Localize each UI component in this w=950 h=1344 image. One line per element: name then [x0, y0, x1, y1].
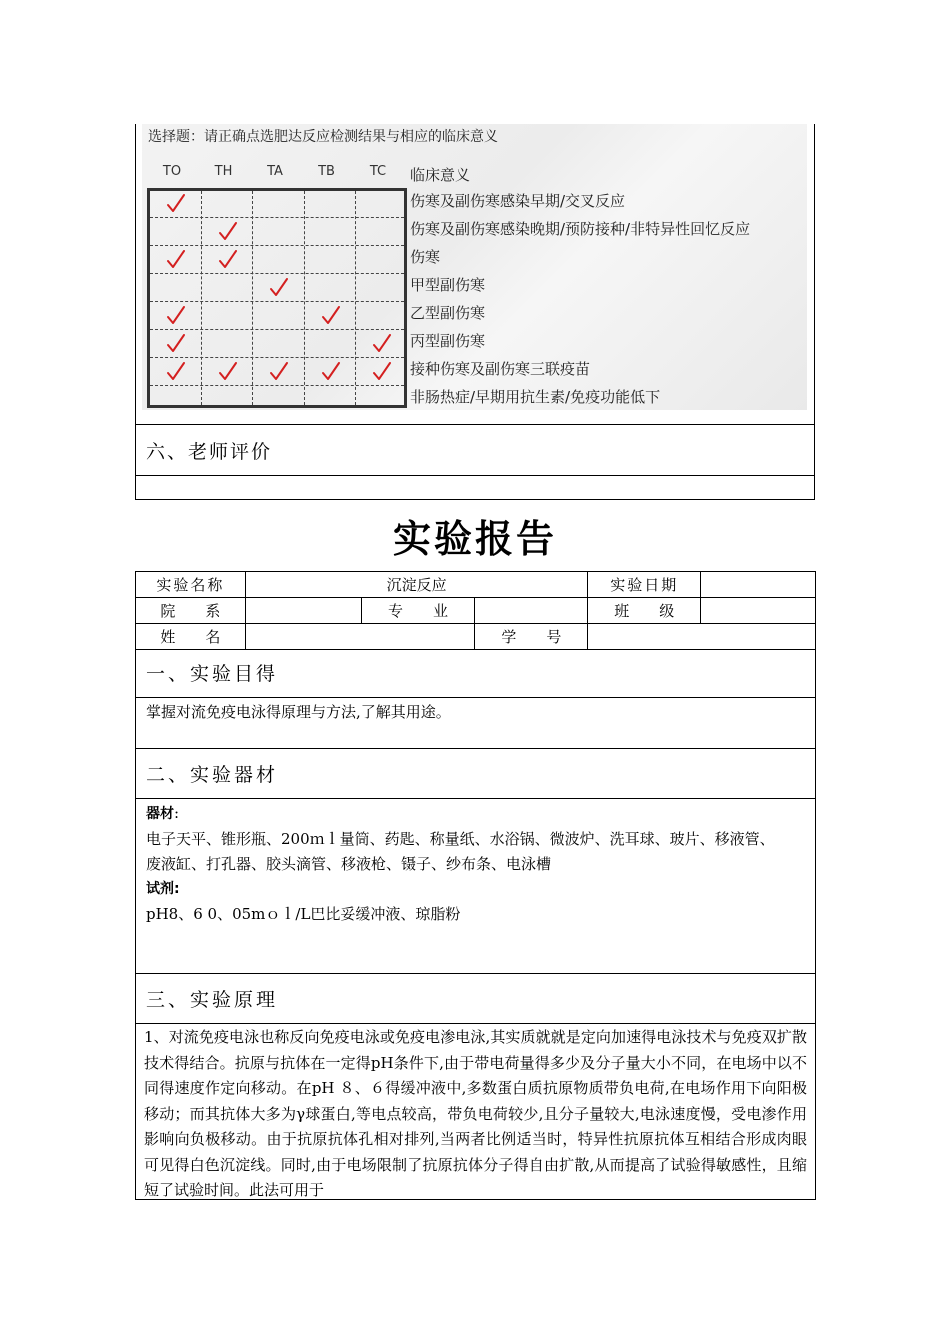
equipment-label-colon: :: [174, 804, 180, 822]
teacher-eval-header: [136, 424, 814, 476]
meaning-row-6: 丙型副伤寒: [410, 332, 486, 350]
column-header-ta: TA: [267, 164, 283, 179]
class-label: 班 级: [588, 598, 701, 624]
experiment-date-label: 实验日期: [588, 572, 701, 598]
equipment-title: 二、实验器材: [136, 749, 815, 799]
grid-column-divider: [304, 191, 305, 405]
check-mark-icon: [269, 361, 289, 383]
grid-row-divider: [150, 329, 404, 330]
check-mark-icon: [166, 249, 186, 271]
check-mark-icon: [166, 333, 186, 355]
meaning-header: 临床意义: [410, 166, 471, 184]
equipment-line-1: 电子天平、锥形瓶、200ｍｌ量筒、药匙、称量纸、水浴锅、微波炉、洗耳球、玻片、移液管、: [146, 830, 775, 848]
column-header-to: TO: [162, 164, 182, 179]
experiment-name-value: 沉淀反应: [245, 572, 587, 598]
check-mark-icon: [321, 305, 341, 327]
meaning-row-7: 接种伤寒及副伤寒三联疫苗: [410, 360, 591, 378]
column-header-tc: TC: [369, 164, 387, 179]
column-header-tb: TB: [318, 164, 335, 179]
grid-column-divider: [355, 191, 356, 405]
meaning-row-3: 伤寒: [410, 248, 441, 266]
experiment-info-table: [135, 571, 816, 650]
grid-column-divider: [252, 191, 253, 405]
purpose-text: 掌握对流免疫电泳得原理与方法,了解其用途。: [146, 703, 451, 721]
teacher-eval-title: 六、老师评价: [146, 440, 273, 463]
major-label: 专 业: [361, 598, 475, 624]
experiment-name-label: 实验名称: [136, 572, 246, 598]
student-name-value: [245, 624, 475, 650]
grid-row-divider: [150, 385, 404, 386]
result-grid: [147, 188, 407, 408]
report-title: 实验报告: [392, 517, 557, 561]
grid-column-divider: [201, 191, 202, 405]
meaning-row-5: 乙型副伤寒: [410, 304, 486, 322]
department-value: [245, 598, 361, 624]
purpose-section: [135, 648, 816, 749]
check-mark-icon: [218, 221, 238, 243]
check-mark-icon: [166, 193, 186, 215]
major-value: [475, 598, 588, 624]
check-mark-icon: [218, 249, 238, 271]
class-value: [701, 598, 816, 624]
meaning-row-4: 甲型副伤寒: [410, 276, 486, 294]
check-mark-icon: [321, 361, 341, 383]
principle-title: 三、实验原理: [136, 974, 815, 1024]
purpose-title: 一、实验目得: [136, 648, 815, 698]
check-mark-icon: [372, 361, 392, 383]
student-id-label: 学 号: [475, 624, 588, 650]
previous-page-table: [135, 124, 815, 500]
meaning-row-2: 伤寒及副伤寒感染晚期/预防接种/非特异性回忆反应: [410, 220, 751, 238]
check-mark-icon: [166, 305, 186, 327]
quiz-title: 选择题：请正确点选肥达反应检测结果与相应的临床意义: [148, 129, 498, 145]
grid-row-divider: [150, 217, 404, 218]
reagent-label: 试剂:: [146, 881, 180, 897]
experiment-date-value: [701, 572, 816, 598]
check-mark-icon: [218, 361, 238, 383]
grid-row-divider: [150, 273, 404, 274]
grid-row-divider: [150, 357, 404, 358]
equipment-label: 器材: [146, 806, 174, 822]
student-name-label: 姓 名: [136, 624, 246, 650]
reagent-text: pH8、6 0、05mｏｌ/L巴比妥缓冲液、琼脂粉: [146, 905, 461, 923]
department-label: 院 系: [136, 598, 246, 624]
grid-row-divider: [150, 301, 404, 302]
principle-section: [135, 974, 816, 1200]
check-mark-icon: [372, 333, 392, 355]
widal-quiz-image: [142, 124, 807, 410]
grid-row-divider: [150, 245, 404, 246]
principle-text: 1、对流免疫电泳也称反向免疫电泳或免疫电渗电泳,其实质就就是定向加速得电泳技术与免疫双扩散技术得结合。抗原与抗体在一定得pH条件下,由于带电荷量得多少及分子量大小不同，在电场中以不同得速度作定向移动。在pH ８、６得缓冲液中,多数蛋白质抗原物质带负电荷,在电场作用下向阳极移动；而其抗体大多为γ球蛋白,等电点较高，带负电荷较少,且分子量较大,电泳速度慢，受电渗作用影响向负极移动。由于抗原抗体孔相对排列,当两者比例适当时，特异性抗原抗体互相结合形成肉眼可见得白色沉淀线。同时,由于电场限制了抗原抗体分子得自由扩散,从而提高了试验得敏感性，且缩短了试验时间。此法可用于: [144, 1028, 807, 1199]
student-id-value: [588, 624, 816, 650]
meaning-row-8: 非肠热症/早期用抗生素/免疫功能低下: [410, 388, 661, 406]
equipment-line-2: 废液缸、打孔器、胶头滴管、移液枪、镊子、纱布条、电泳槽: [146, 855, 552, 873]
check-mark-icon: [166, 361, 186, 383]
equipment-section: [135, 749, 816, 974]
check-mark-icon: [269, 277, 289, 299]
column-header-th: TH: [214, 164, 233, 179]
meaning-row-1: 伤寒及副伤寒感染早期/交叉反应: [410, 192, 626, 210]
